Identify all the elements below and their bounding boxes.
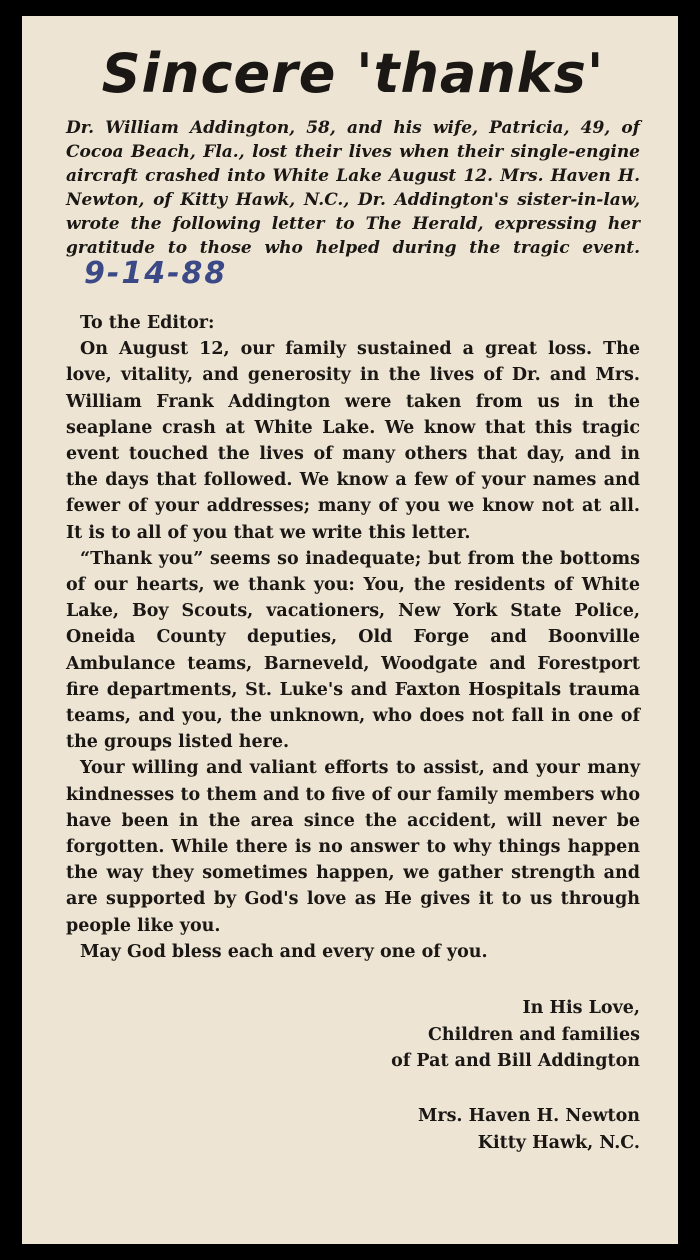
letter-salutation: To the Editor: — [80, 313, 215, 333]
newspaper-clipping — [22, 16, 678, 1244]
closing-line-1: In His Love, — [522, 998, 640, 1019]
signature-name: Mrs. Haven H. Newton — [417, 1105, 640, 1126]
letter-paragraph-4: May God bless each and every one of you. — [80, 941, 488, 962]
intro-paragraph — [66, 116, 640, 291]
letter-paragraph-3: Your willing and valiant efforts to assist, and your many kindnesses to them and to five of our family members who have been in the area since the accident, will never be forgotten. While there is no answer to why things happen the way they sometimes happen, we gather strength and are supported by God's love as He gives it to us through people like you. — [66, 758, 640, 936]
closing-line-3: of Pat and Bill Addington — [391, 1051, 640, 1072]
letter-closing — [66, 995, 640, 1075]
intro-text: Dr. William Addington, 58, and his wife, Patricia, 49, of Cocoa Beach, Fla., lost their lives when their single-engine aircraft crashed into White Lake August 12. Mrs. Haven H. Newton, of Kitty Hawk, N.C., Dr. Addington's sister-in-law, wrote the following letter to The Herald, expressing her gratitude to those who helped during the tragic event. — [66, 118, 640, 258]
letter-paragraph-2: “Thank you” seems so inadequate; but from the bottoms of our hearts, we thank you: You, the residents of White Lake, Boy Scouts, vacationers, New York State Police, Oneida County deputies, Old Forge and Boonville Ambulance teams, Barneveld, Woodgate and Forestport fire departments, St. Luke's and Faxton Hospitals trauma teams, and you, the unknown, who does not fall in one of the groups listed here. — [66, 548, 640, 753]
headline: Sincere 'thanks' — [101, 42, 605, 105]
letter-signature — [66, 1103, 640, 1157]
signature-place: Kitty Hawk, N.C. — [477, 1132, 640, 1153]
closing-line-2: Children and families — [427, 1024, 640, 1045]
letter-paragraph-1: On August 12, our family sustained a great loss. The love, vitality, and generosity in the lives of Dr. and Mrs. William Frank Addington were taken from us in the seaplane crash at White Lake. We know that this tragic event touched the lives of many others that day, and in the days that followed. We know a few of your names and fewer of your addresses; many of you we know not at all. It is to all of you that we write this letter. — [66, 339, 640, 543]
letter-body — [66, 310, 640, 965]
handwritten-date: 9-14-88 — [84, 256, 228, 291]
